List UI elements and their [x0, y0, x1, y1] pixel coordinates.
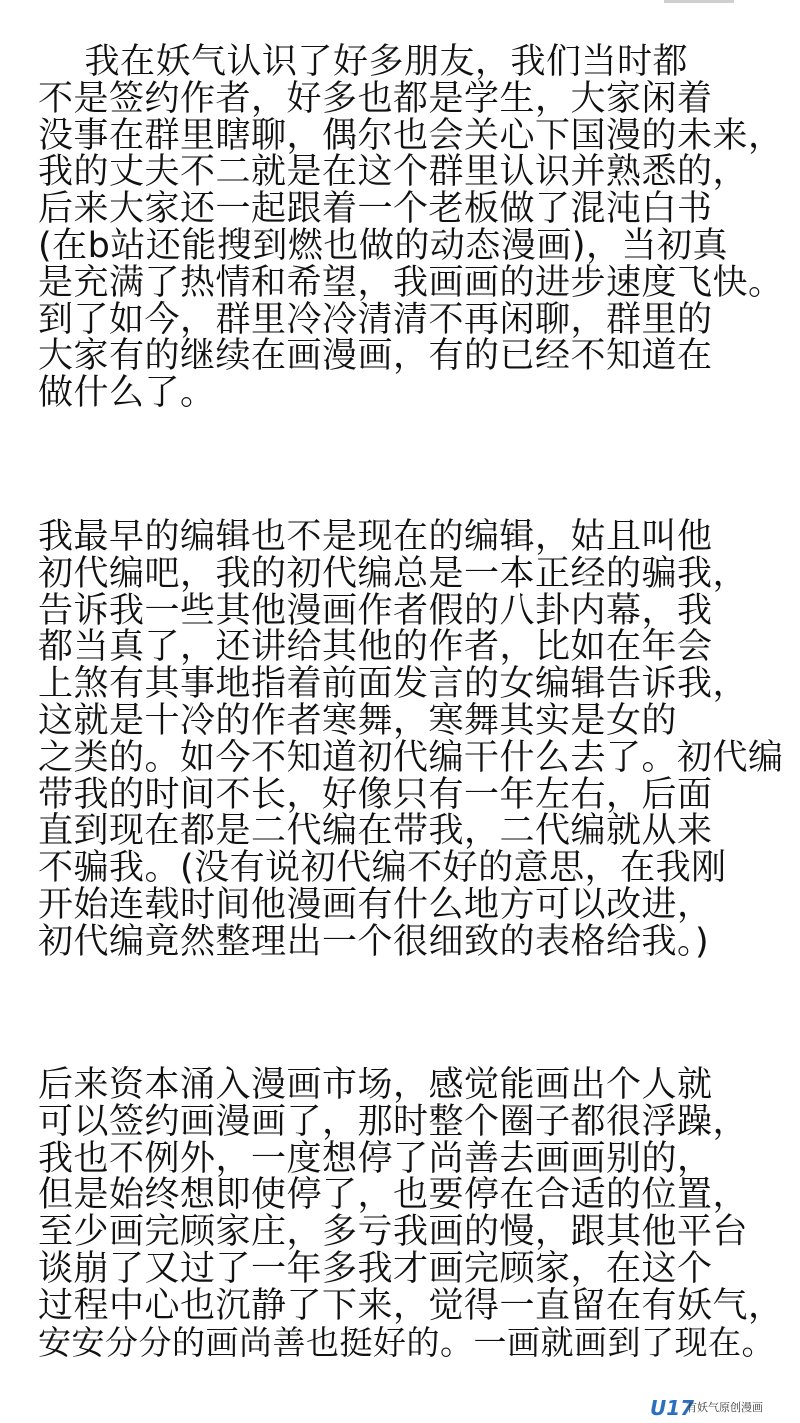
text-line: 大家有的继续在画漫画，有的已经不知道在 — [38, 336, 713, 377]
text-line: 做什么了。 — [38, 373, 216, 414]
text-line: 我的丈夫不二就是在这个群里认识并熟悉的， — [38, 152, 749, 193]
text-line: 可以签约画漫画了，那时整个圈子都很浮躁， — [38, 1101, 749, 1142]
text-line: 到了如今，群里冷冷清清不再闲聊，群里的 — [38, 299, 713, 340]
u17-logo-icon: U17 — [650, 1396, 695, 1420]
text-line: 之类的。如今不知道初代编干什么去了。初代编 — [38, 737, 784, 778]
text-line: 不是签约作者，好多也都是学生，大家闲着 — [38, 78, 713, 119]
text-line: 至少画完顾家庄，多亏我画的慢，跟其他平台 — [38, 1212, 749, 1253]
text-line: 我在妖气认识了好多朋友，我们当时都 — [38, 42, 689, 82]
text-line: 是充满了热情和希望，我画画的进步速度飞快。 — [38, 262, 784, 303]
text-line: 后来资本涌入漫画市场，感觉能画出个人就 — [38, 1065, 713, 1105]
top-edge-mark — [664, 0, 734, 3]
text-line: 不骗我。(没有说初代编不好的意思，在我刚 — [38, 848, 727, 889]
text-line: 直到现在都是二代编在带我，二代编就从来 — [38, 811, 713, 852]
text-line: 没事在群里瞎聊，偶尔也会关心下国漫的未来， — [38, 115, 784, 156]
text-line: 我也不例外，一度想停了尚善去画画别的， — [38, 1138, 713, 1179]
paragraph-editors — [38, 517, 784, 962]
text-line: 我最早的编辑也不是现在的编辑，姑且叫他 — [38, 517, 713, 557]
text-line: 初代编吧，我的初代编总是一本正经的骗我， — [38, 553, 749, 594]
text-line: 开始连载时间他漫画有什么地方可以改进， — [38, 884, 713, 925]
u17-watermark — [650, 1397, 770, 1419]
text-line: (在b站还能搜到燃也做的动态漫画)，当初真 — [38, 225, 729, 266]
text-line: 带我的时间不长，好像只有一年左右，后面 — [38, 774, 713, 815]
paragraph-market — [38, 1065, 784, 1362]
text-line: 过程中心也沉静了下来，觉得一直留在有妖气， — [38, 1285, 784, 1326]
text-line: 后来大家还一起跟着一个老板做了混沌白书 — [38, 189, 713, 230]
text-line: 上煞有其事地指着前面发言的女编辑告诉我， — [38, 664, 749, 705]
text-line: 安安分分的画尚善也挺好的。一画就画到了现在。 — [38, 1322, 775, 1362]
text-line: 都当真了，还讲给其他的作者，比如在年会 — [38, 627, 713, 668]
text-line: 这就是十冷的作者寒舞，寒舞其实是女的 — [38, 700, 678, 741]
paragraph-friends — [38, 42, 784, 414]
watermark-tagline: 有妖气原创漫画 — [686, 1401, 763, 1414]
text-line: 但是始终想即使停了，也要停在合适的位置， — [38, 1175, 749, 1216]
text-line: 谈崩了又过了一年多我才画完顾家，在这个 — [38, 1248, 713, 1289]
text-line: 初代编竟然整理出一个很细致的表格给我。) — [38, 921, 710, 962]
text-line: 告诉我一些其他漫画作者假的八卦内幕，我 — [38, 590, 713, 631]
